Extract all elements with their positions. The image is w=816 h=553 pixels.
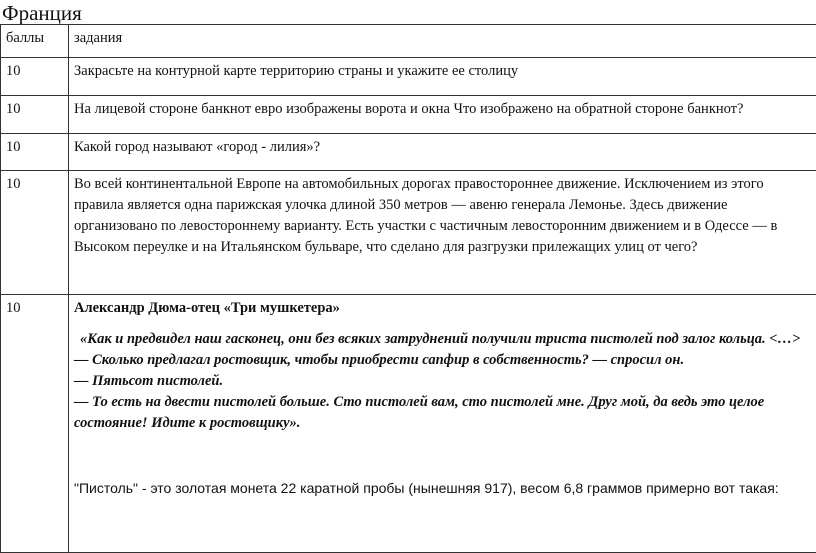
table-row bbox=[1, 295, 816, 553]
coin-note: "Пистоль" - это золотая монета 22 каратной пробы (нынешняя 917), весом 6,8 граммов примерно вот такая: bbox=[74, 478, 811, 499]
quote-block bbox=[74, 329, 811, 434]
score-cell: 10 bbox=[1, 58, 69, 96]
quote-line: — То есть на двести пистолей больше. Сто пистолей вам, сто пистолей мне. Друг мой, да ведь это целое состояние! Идите к ростовщику». bbox=[74, 392, 811, 434]
quote-line: «Как и предвидел наш гасконец, они без всяких затруднений получили триста пистолей под залог кольца. <…> bbox=[74, 329, 811, 350]
task-cell: Какой город называют «город - лилия»? bbox=[69, 134, 816, 171]
quote-author: Александр Дюма-отец «Три мушкетера» bbox=[74, 298, 811, 319]
task-cell bbox=[69, 295, 816, 553]
page-title: Франция bbox=[2, 0, 82, 26]
header-score: баллы bbox=[1, 25, 69, 58]
table-row bbox=[1, 134, 816, 171]
table-header-row bbox=[1, 25, 816, 58]
table-row bbox=[1, 96, 816, 134]
task-cell: На лицевой стороне банкнот евро изображены ворота и окна Что изображено на обратной стороне банкнот? bbox=[69, 96, 816, 134]
table-row bbox=[1, 171, 816, 295]
table-row bbox=[1, 58, 816, 96]
task-cell: Во всей континентальной Европе на автомобильных дорогах правостороннее движение. Исключением из этого правила является одна парижская улочка длиной 350 метров — авеню генерала Лемонье. Здесь движение организовано по левостороннему варианту. Есть участки с частичным левосторонним движением и в Одессе — в Высоком переулке и на Итальянском бульваре, что сделано для разгрузки прилежащих улиц от чего? bbox=[69, 171, 816, 295]
tasks-table bbox=[0, 24, 816, 553]
score-cell: 10 bbox=[1, 295, 69, 553]
task-cell: Закрасьте на контурной карте территорию страны и укажите ее столицу bbox=[69, 58, 816, 96]
score-cell: 10 bbox=[1, 171, 69, 295]
score-cell: 10 bbox=[1, 96, 69, 134]
quote-line: — Пятьсот пистолей. bbox=[74, 371, 811, 392]
header-task: задания bbox=[69, 25, 816, 58]
score-cell: 10 bbox=[1, 134, 69, 171]
quote-line: — Сколько предлагал ростовщик, чтобы приобрести сапфир в собственность? — спросил он. bbox=[74, 350, 811, 371]
